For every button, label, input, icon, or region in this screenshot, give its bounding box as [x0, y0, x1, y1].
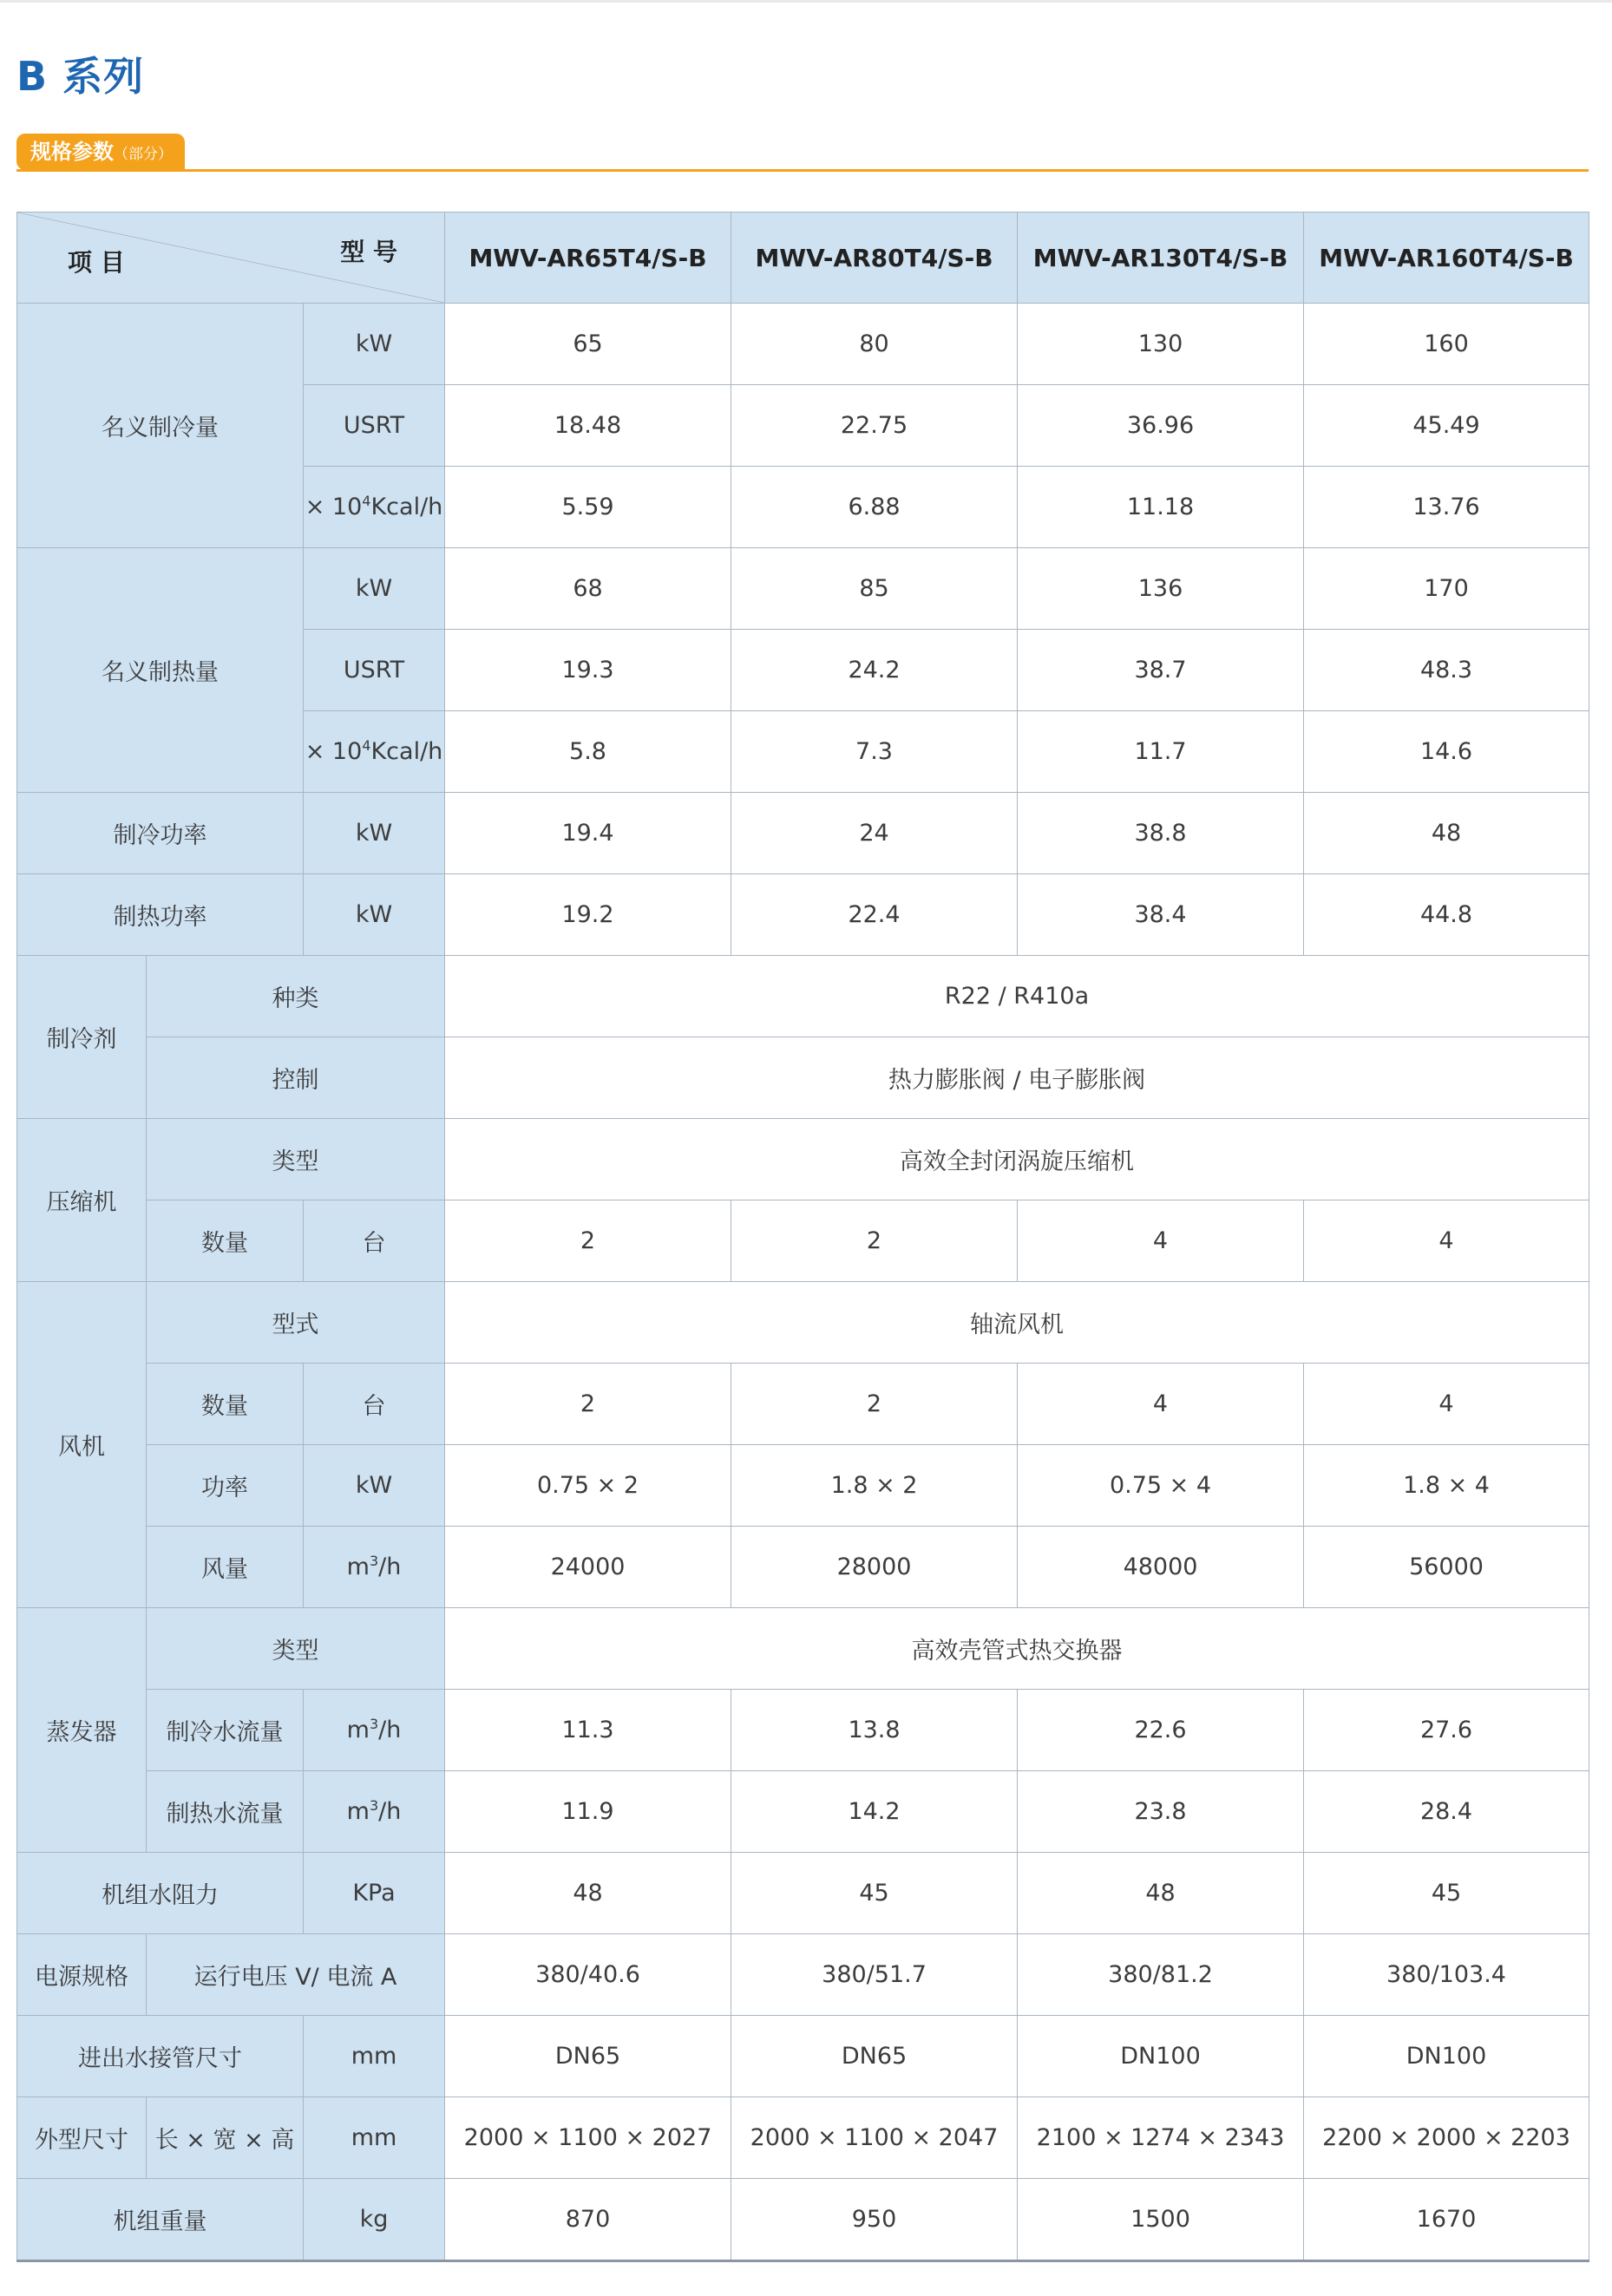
- value-cell: 45: [1304, 1853, 1589, 1934]
- value-cell: 4: [1018, 1364, 1304, 1445]
- value-cell: 2: [445, 1200, 731, 1282]
- value-cell: 27.6: [1304, 1690, 1589, 1771]
- value-cell: 14.2: [731, 1771, 1018, 1853]
- row-label-fan: 风机: [17, 1282, 147, 1608]
- section-tag: [16, 134, 185, 170]
- unit-sup: 3: [369, 1716, 379, 1732]
- value-cell: 5.59: [445, 467, 731, 548]
- value-cell: 870: [445, 2179, 731, 2261]
- sub-label: 制冷水流量: [147, 1690, 304, 1771]
- value-cell: 950: [731, 2179, 1018, 2261]
- unit-text: × 10: [305, 494, 363, 520]
- value-cell: 44.8: [1304, 874, 1589, 956]
- unit-cell: [304, 467, 445, 548]
- value-cell: 80: [731, 304, 1018, 385]
- value-cell: 19.4: [445, 793, 731, 874]
- table-row: [17, 304, 1589, 385]
- value-cell: 38.4: [1018, 874, 1304, 956]
- value-cell: 28000: [731, 1527, 1018, 1608]
- value-cell: 2: [445, 1364, 731, 1445]
- unit-cell: kW: [304, 874, 445, 956]
- value-cell: 380/103.4: [1304, 1934, 1589, 2016]
- unit-cell: KPa: [304, 1853, 445, 1934]
- value-cell: 22.75: [731, 385, 1018, 467]
- value-cell: 38.8: [1018, 793, 1304, 874]
- unit-cell: 台: [304, 1200, 445, 1282]
- table-row: [17, 1037, 1589, 1119]
- table-row: [17, 1282, 1589, 1364]
- sub-label: 运行电压 V/ 电流 A: [147, 1934, 445, 2016]
- page-title: B 系列: [16, 53, 145, 100]
- value-cell: 0.75 × 2: [445, 1445, 731, 1527]
- table-row: [17, 1934, 1589, 2016]
- row-label-cooling-power: 制冷功率: [17, 793, 304, 874]
- table-row: [17, 793, 1589, 874]
- value-cell: 6.88: [731, 467, 1018, 548]
- table-row: [17, 1200, 1589, 1282]
- row-label-power-supply: 电源规格: [17, 1934, 147, 2016]
- unit-cell: [304, 1771, 445, 1853]
- unit-sup: 4: [362, 493, 371, 509]
- unit-text: /h: [378, 1554, 402, 1580]
- value-cell: 4: [1304, 1364, 1589, 1445]
- value-cell: 85: [731, 548, 1018, 630]
- value-cell: 4: [1018, 1200, 1304, 1282]
- value-cell: 19.2: [445, 874, 731, 956]
- value-cell: 36.96: [1018, 385, 1304, 467]
- value-cell: 高效全封闭涡旋压缩机: [445, 1119, 1589, 1200]
- unit-cell: kW: [304, 1445, 445, 1527]
- value-cell: 0.75 × 4: [1018, 1445, 1304, 1527]
- value-cell: 18.48: [445, 385, 731, 467]
- value-cell: 1670: [1304, 2179, 1589, 2261]
- sub-label: 功率: [147, 1445, 304, 1527]
- value-cell: 14.6: [1304, 711, 1589, 793]
- row-label-evaporator: 蒸发器: [17, 1608, 147, 1853]
- item-header-label: 项 目: [68, 248, 125, 277]
- table-row: [17, 1527, 1589, 1608]
- value-cell: 48.3: [1304, 630, 1589, 711]
- unit-text: m: [346, 1717, 370, 1743]
- value-cell: 160: [1304, 304, 1589, 385]
- sub-label: 种类: [147, 956, 445, 1037]
- value-cell: 5.8: [445, 711, 731, 793]
- value-cell: 170: [1304, 548, 1589, 630]
- sub-label: 类型: [147, 1119, 445, 1200]
- value-cell: 11.7: [1018, 711, 1304, 793]
- unit-cell: mm: [304, 2097, 445, 2179]
- section-tag-sub: （部分）: [114, 146, 173, 163]
- value-cell: 热力膨胀阀 / 电子膨胀阀: [445, 1037, 1589, 1119]
- value-cell: 2000 × 1100 × 2027: [445, 2097, 731, 2179]
- value-cell: 45.49: [1304, 385, 1589, 467]
- value-cell: 45: [731, 1853, 1018, 1934]
- table-row: [17, 1364, 1589, 1445]
- sub-label: 制热水流量: [147, 1771, 304, 1853]
- value-cell: 48000: [1018, 1527, 1304, 1608]
- unit-text: m: [346, 1554, 370, 1580]
- value-cell: 380/51.7: [731, 1934, 1018, 2016]
- table-row: [17, 1445, 1589, 1527]
- value-cell: 1.8 × 4: [1304, 1445, 1589, 1527]
- table-row: [17, 2016, 1589, 2097]
- table-row: [17, 548, 1589, 630]
- value-cell: 24.2: [731, 630, 1018, 711]
- value-cell: 13.76: [1304, 467, 1589, 548]
- sub-label: 长 × 宽 × 高: [147, 2097, 304, 2179]
- value-cell: 1500: [1018, 2179, 1304, 2261]
- value-cell: 13.8: [731, 1690, 1018, 1771]
- value-cell: DN100: [1304, 2016, 1589, 2097]
- value-cell: DN65: [731, 2016, 1018, 2097]
- table-row: [17, 2097, 1589, 2179]
- value-cell: 48: [1304, 793, 1589, 874]
- unit-cell: mm: [304, 2016, 445, 2097]
- unit-cell: kW: [304, 793, 445, 874]
- value-cell: 2100 × 1274 × 2343: [1018, 2097, 1304, 2179]
- value-cell: 68: [445, 548, 731, 630]
- row-label-water-resistance: 机组水阻力: [17, 1853, 304, 1934]
- unit-text: Kcal/h: [370, 738, 443, 765]
- unit-cell: USRT: [304, 630, 445, 711]
- unit-cell: kW: [304, 548, 445, 630]
- table-row: [17, 1690, 1589, 1771]
- model-header: MWV-AR160T4/S-B: [1304, 213, 1589, 304]
- value-cell: 380/81.2: [1018, 1934, 1304, 2016]
- unit-cell: [304, 1527, 445, 1608]
- model-header: MWV-AR130T4/S-B: [1018, 213, 1304, 304]
- top-divider: [0, 0, 1612, 3]
- value-cell: 19.3: [445, 630, 731, 711]
- sub-label: 风量: [147, 1527, 304, 1608]
- value-cell: 11.3: [445, 1690, 731, 1771]
- sub-label: 型式: [147, 1282, 445, 1364]
- unit-cell: kW: [304, 304, 445, 385]
- value-cell: 2: [731, 1200, 1018, 1282]
- row-label-refrigerant: 制冷剂: [17, 956, 147, 1119]
- table-row: [17, 2179, 1589, 2261]
- value-cell: 28.4: [1304, 1771, 1589, 1853]
- value-cell: 65: [445, 304, 731, 385]
- header-row: [17, 213, 1589, 304]
- table-row: [17, 1771, 1589, 1853]
- value-cell: DN65: [445, 2016, 731, 2097]
- value-cell: 2: [731, 1364, 1018, 1445]
- table-row: [17, 1119, 1589, 1200]
- value-cell: 高效壳管式热交换器: [445, 1608, 1589, 1690]
- value-cell: 22.6: [1018, 1690, 1304, 1771]
- value-cell: 48: [445, 1853, 731, 1934]
- model-header-label: 型 号: [340, 238, 398, 266]
- row-label-compressor: 压缩机: [17, 1119, 147, 1282]
- value-cell: DN100: [1018, 2016, 1304, 2097]
- unit-cell: [304, 1690, 445, 1771]
- value-cell: 380/40.6: [445, 1934, 731, 2016]
- value-cell: 22.4: [731, 874, 1018, 956]
- row-label-cooling-capacity: 名义制冷量: [17, 304, 304, 548]
- sub-label: 控制: [147, 1037, 445, 1119]
- section-rule: [16, 169, 1589, 172]
- value-cell: 56000: [1304, 1527, 1589, 1608]
- value-cell: 130: [1018, 304, 1304, 385]
- sub-label: 类型: [147, 1608, 445, 1690]
- value-cell: 136: [1018, 548, 1304, 630]
- unit-cell: kg: [304, 2179, 445, 2261]
- value-cell: 11.18: [1018, 467, 1304, 548]
- value-cell: 24000: [445, 1527, 731, 1608]
- unit-cell: 台: [304, 1364, 445, 1445]
- spec-table: [16, 212, 1589, 2262]
- row-label-heating-capacity: 名义制热量: [17, 548, 304, 793]
- unit-cell: [304, 711, 445, 793]
- unit-sup: 4: [362, 737, 371, 754]
- unit-cell: USRT: [304, 385, 445, 467]
- row-label-pipe-size: 进出水接管尺寸: [17, 2016, 304, 2097]
- unit-sup: 3: [369, 1553, 379, 1569]
- value-cell: 7.3: [731, 711, 1018, 793]
- table-row: [17, 874, 1589, 956]
- sub-label: 数量: [147, 1364, 304, 1445]
- value-cell: 2000 × 1100 × 2047: [731, 2097, 1018, 2179]
- unit-text: Kcal/h: [370, 494, 443, 520]
- row-label-weight: 机组重量: [17, 2179, 304, 2261]
- model-header: MWV-AR80T4/S-B: [731, 213, 1018, 304]
- unit-text: /h: [378, 1798, 402, 1825]
- table-row: [17, 956, 1589, 1037]
- value-cell: 38.7: [1018, 630, 1304, 711]
- corner-cell: [17, 213, 445, 304]
- table-row: [17, 1853, 1589, 1934]
- value-cell: 48: [1018, 1853, 1304, 1934]
- row-label-dimensions: 外型尺寸: [17, 2097, 147, 2179]
- value-cell: 23.8: [1018, 1771, 1304, 1853]
- value-cell: 2200 × 2000 × 2203: [1304, 2097, 1589, 2179]
- value-cell: 11.9: [445, 1771, 731, 1853]
- value-cell: 1.8 × 2: [731, 1445, 1018, 1527]
- unit-sup: 3: [369, 1797, 379, 1814]
- table-row: [17, 1608, 1589, 1690]
- unit-text: m: [346, 1798, 370, 1825]
- section-tag-label: 规格参数: [30, 140, 114, 164]
- value-cell: 24: [731, 793, 1018, 874]
- row-label-heating-power: 制热功率: [17, 874, 304, 956]
- unit-text: × 10: [305, 738, 363, 765]
- value-cell: 4: [1304, 1200, 1589, 1282]
- model-header: MWV-AR65T4/S-B: [445, 213, 731, 304]
- value-cell: R22 / R410a: [445, 956, 1589, 1037]
- sub-label: 数量: [147, 1200, 304, 1282]
- unit-text: /h: [378, 1717, 402, 1743]
- value-cell: 轴流风机: [445, 1282, 1589, 1364]
